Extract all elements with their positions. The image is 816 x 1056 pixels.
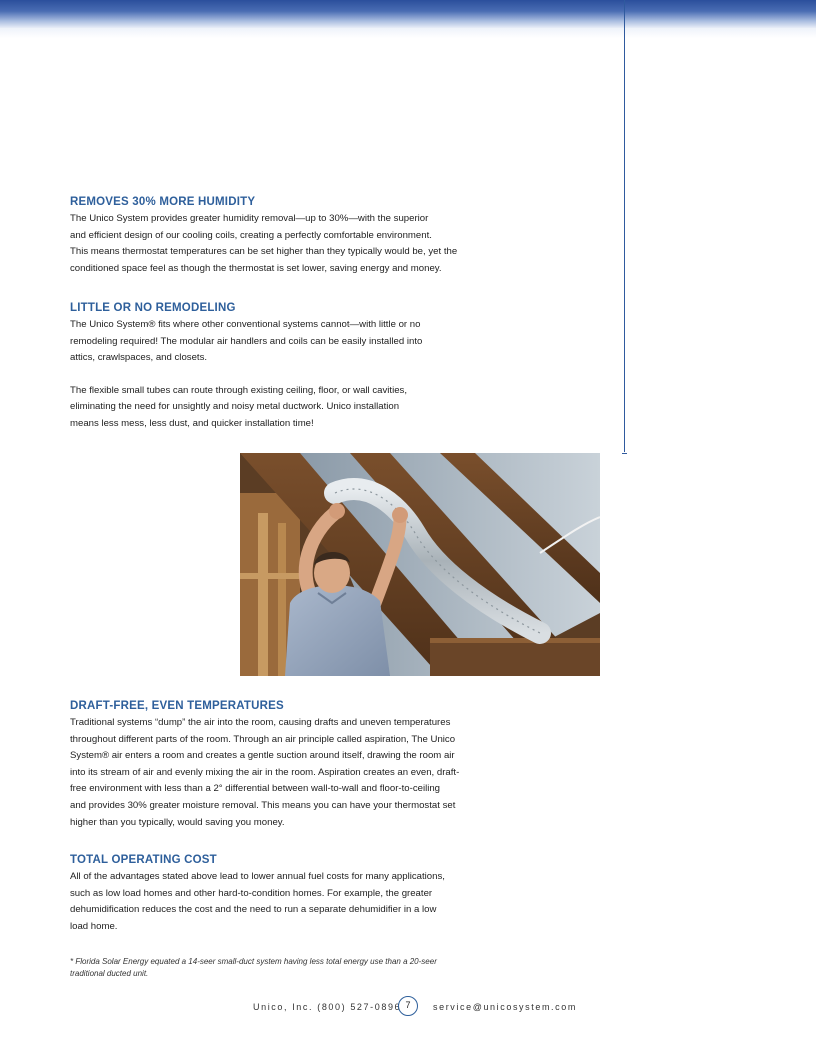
page-footer (0, 996, 816, 1020)
column-divider-tick (622, 450, 627, 454)
header-band-fade (0, 28, 816, 38)
draft-line: into its stream of air and evenly mixing the air in the room. Aspiration creates an even, draft- (70, 766, 460, 778)
column-divider-line (624, 0, 625, 452)
remodeling-line: attics, crawlspaces, and closets. (70, 352, 208, 364)
draft-line: higher than you typically, would saving you money. (70, 816, 285, 828)
heading-cost: TOTAL OPERATING COST (70, 854, 217, 866)
header-band (0, 0, 816, 28)
paragraph-gap (70, 367, 490, 383)
section-draft (70, 700, 490, 831)
footer-email-link[interactable]: service@unicosystem.com (433, 1002, 577, 1012)
humidity-line: conditioned space feel as though the thermostat is set lower, saving energy and money. (70, 262, 442, 274)
footnote-line: traditional ducted unit. (70, 969, 149, 978)
draft-line: free environment with less than a 2° differential between wall-to-wall and floor-to-ceiling (70, 783, 441, 795)
heading-humidity: REMOVES 30% MORE HUMIDITY (70, 196, 256, 208)
remodeling-line: means less mess, less dust, and quicker installation time! (70, 417, 314, 429)
draft-line: System® air enters a room and creates a gentle suction around itself, drawing the room air (70, 750, 455, 762)
cost-line: load home. (70, 920, 118, 932)
footer-company-phone: Unico, Inc. (800) 527-0896 (253, 1002, 402, 1012)
footnote-line: * Florida Solar Energy equated a 14-seer small-duct system having less total energy use than a 20-seer (70, 957, 437, 966)
draft-line: Traditional systems “dump” the air into the room, causing drafts and uneven temperatures (70, 717, 451, 728)
draft-line: and provides 30% greater moisture removal. This means you can have your thermostat set (70, 799, 456, 811)
page-number: 7 (398, 996, 418, 1016)
remodeling-line: eliminating the need for unsightly and noisy metal ductwork. Unico installation (70, 401, 400, 413)
section-humidity (70, 196, 490, 277)
draft-line: throughout different parts of the room. Through an air principle called aspiration, The Unico (70, 733, 456, 745)
cost-line: dehumidification reduces the cost and the need to run a separate dehumidifier in a low (70, 904, 437, 916)
remodeling-line: The flexible small tubes can route through existing ceiling, floor, or wall cavities, (70, 384, 408, 396)
humidity-line: and efficient design of our cooling coils, creating a perfectly comfortable environment. (70, 229, 432, 241)
installation-photo (240, 453, 600, 676)
footnote (70, 956, 490, 980)
cost-line: All of the advantages stated above lead to lower annual fuel costs for many applications, (70, 871, 445, 882)
heading-draft: DRAFT-FREE, EVEN TEMPERATURES (70, 700, 284, 712)
remodeling-line: remodeling required! The modular air handlers and coils can be easily installed into (70, 335, 423, 347)
heading-remodeling: LITTLE OR NO REMODELING (70, 302, 236, 314)
remodeling-line: The Unico System® fits where other conventional systems cannot—with little or no (70, 319, 421, 330)
section-cost (70, 854, 490, 935)
section-remodeling (70, 302, 490, 433)
humidity-line: This means thermostat temperatures can be set higher than they typically would be, yet the (70, 246, 458, 258)
humidity-line: The Unico System provides greater humidity removal—up to 30%—with the superior (70, 213, 429, 224)
cost-line: such as low load homes and other hard-to-condition homes. For example, the greater (70, 887, 433, 899)
